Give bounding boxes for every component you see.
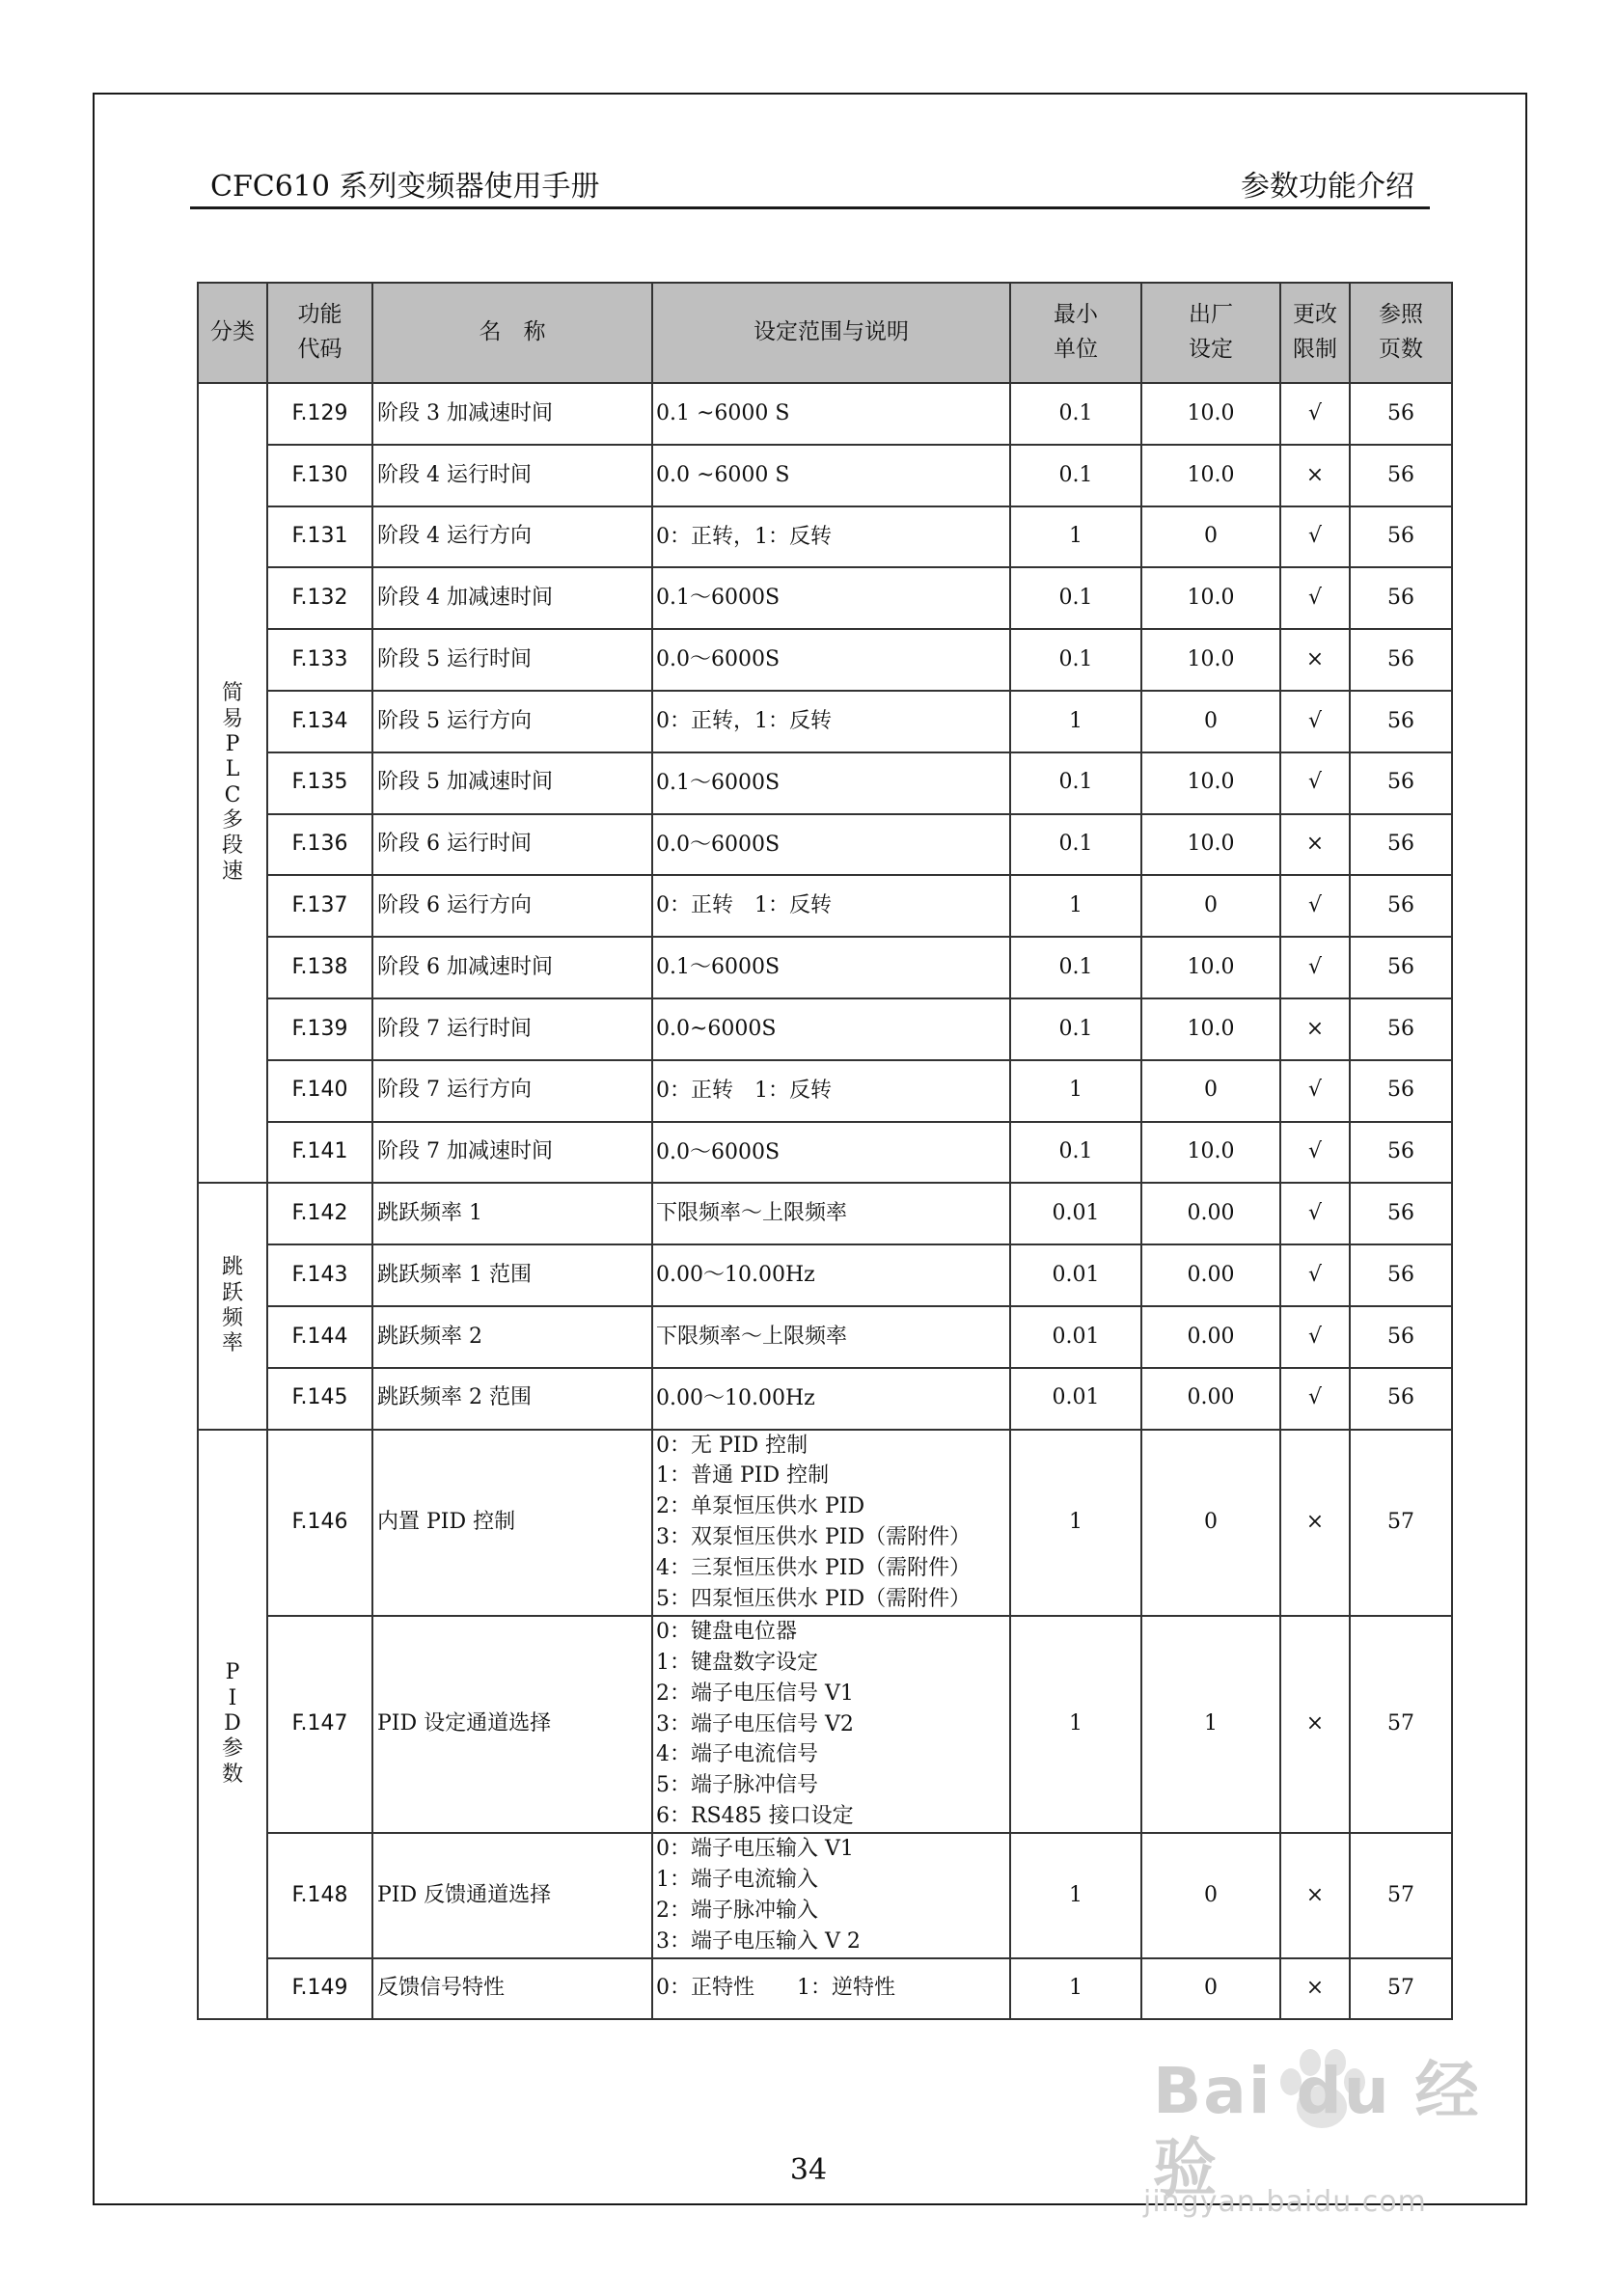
factory-default: 0.00 <box>1141 1368 1280 1430</box>
function-code: F.141 <box>267 1122 372 1184</box>
category-char: I <box>228 1685 237 1710</box>
param-name: 阶段 7 加减速时间 <box>372 1122 652 1184</box>
table-row <box>198 691 1452 752</box>
factory-default: 10.0 <box>1141 1122 1280 1184</box>
factory-default: 10.0 <box>1141 814 1280 876</box>
range-line: 2：端子脉冲输入 <box>656 1898 818 1923</box>
min-unit: 0.1 <box>1010 814 1141 876</box>
param-name: 跳跃频率 2 <box>372 1306 652 1368</box>
range-line: 3：端子电压信号 V2 <box>656 1711 854 1736</box>
change-limit: √ <box>1280 1060 1350 1122</box>
param-name: 阶段 7 运行时间 <box>372 998 652 1060</box>
table-row <box>198 567 1452 629</box>
range-line: 4：端子电流信号 <box>656 1742 818 1767</box>
table-row <box>198 506 1452 568</box>
factory-default: 0 <box>1141 1430 1280 1616</box>
table-header-row <box>198 283 1452 383</box>
table-row <box>198 1244 1452 1306</box>
range-description <box>652 1958 1010 2019</box>
reference-page: 56 <box>1350 998 1452 1060</box>
function-code: F.140 <box>267 1060 372 1122</box>
change-limit: × <box>1280 814 1350 876</box>
range-description <box>652 506 1010 568</box>
table-row <box>198 814 1452 876</box>
category-cell <box>198 383 267 1183</box>
category-char: L <box>225 757 240 782</box>
function-code: F.147 <box>267 1616 372 1833</box>
range-line: 1：普通 PID 控制 <box>656 1463 830 1489</box>
param-name: 阶段 6 加减速时间 <box>372 937 652 998</box>
range-line: 0.00～10.00Hz <box>656 1385 815 1410</box>
column-header-line: 页数 <box>1379 337 1423 362</box>
factory-default: 0.00 <box>1141 1306 1280 1368</box>
reference-page: 56 <box>1350 691 1452 752</box>
range-line: 0.0~6000S <box>656 1016 777 1041</box>
param-name: 阶段 4 加减速时间 <box>372 567 652 629</box>
range-description <box>652 1183 1010 1244</box>
category-char: 参 <box>221 1736 243 1762</box>
function-code: F.130 <box>267 445 372 506</box>
range-description <box>652 1833 1010 1958</box>
factory-default: 0 <box>1141 1958 1280 2019</box>
range-description <box>652 1368 1010 1430</box>
factory-default: 0 <box>1141 1833 1280 1958</box>
range-description <box>652 875 1010 937</box>
column-header-line: 分类 <box>210 319 255 345</box>
min-unit: 0.1 <box>1010 752 1141 814</box>
range-line: 2：单泵恒压供水 PID <box>656 1494 865 1519</box>
function-code: F.136 <box>267 814 372 876</box>
category-char: 易 <box>221 706 243 731</box>
param-name: 内置 PID 控制 <box>372 1430 652 1616</box>
change-limit: √ <box>1280 1183 1350 1244</box>
min-unit: 0.01 <box>1010 1183 1141 1244</box>
reference-page: 56 <box>1350 383 1452 445</box>
category-char: D <box>224 1710 241 1736</box>
change-limit: × <box>1280 1616 1350 1833</box>
range-line: 1：端子电流输入 <box>656 1868 818 1893</box>
factory-default: 1 <box>1141 1616 1280 1833</box>
param-name: 阶段 5 运行方向 <box>372 691 652 752</box>
change-limit: × <box>1280 629 1350 691</box>
table-row <box>198 1833 1452 1958</box>
reference-page: 56 <box>1350 1244 1452 1306</box>
factory-default: 0 <box>1141 506 1280 568</box>
min-unit: 0.1 <box>1010 1122 1141 1184</box>
range-description <box>652 445 1010 506</box>
range-line: 0：正转 1：反转 <box>656 893 832 918</box>
factory-default: 0.00 <box>1141 1244 1280 1306</box>
reference-page: 56 <box>1350 629 1452 691</box>
min-unit: 1 <box>1010 506 1141 568</box>
range-line: 0：正特性 1：逆特性 <box>656 1976 895 2001</box>
function-code: F.135 <box>267 752 372 814</box>
table-row <box>198 752 1452 814</box>
range-line: 6：RS485 接口设定 <box>656 1804 854 1829</box>
range-line: 5：端子脉冲信号 <box>656 1773 818 1798</box>
range-description <box>652 1616 1010 1833</box>
range-description <box>652 567 1010 629</box>
factory-default: 0.00 <box>1141 1183 1280 1244</box>
change-limit: √ <box>1280 691 1350 752</box>
range-description <box>652 937 1010 998</box>
range-line: 0.0～6000S <box>656 1139 781 1164</box>
range-line: 0.00～10.00Hz <box>656 1263 815 1288</box>
function-code: F.132 <box>267 567 372 629</box>
param-name: PID 设定通道选择 <box>372 1616 652 1833</box>
range-description <box>652 1060 1010 1122</box>
change-limit: √ <box>1280 937 1350 998</box>
page-number: 34 <box>789 2153 828 2187</box>
column-header <box>1010 283 1141 383</box>
category-char: 率 <box>221 1331 243 1356</box>
column-header <box>1280 283 1350 383</box>
category-char: 多 <box>221 808 243 834</box>
column-header-line: 代码 <box>297 337 343 362</box>
param-name: 反馈信号特性 <box>372 1958 652 2019</box>
watermark-url: jingyan.baidu.com <box>1143 2185 1427 2219</box>
min-unit: 1 <box>1010 1060 1141 1122</box>
param-name: 跳跃频率 1 范围 <box>372 1244 652 1306</box>
header-section-title: 参数功能介绍 <box>1241 170 1414 204</box>
range-line: 5：四泵恒压供水 PID（需附件） <box>656 1587 972 1611</box>
reference-page: 56 <box>1350 1122 1452 1184</box>
table-row <box>198 1368 1452 1430</box>
reference-page: 56 <box>1350 752 1452 814</box>
column-header <box>372 283 652 383</box>
range-line: 0：端子电压输入 V1 <box>656 1837 854 1862</box>
category-char: 段 <box>221 834 243 859</box>
min-unit: 0.01 <box>1010 1244 1141 1306</box>
reference-page: 56 <box>1350 567 1452 629</box>
factory-default: 10.0 <box>1141 937 1280 998</box>
range-line: 0：正转 1：反转 <box>656 1078 832 1103</box>
change-limit: × <box>1280 1958 1350 2019</box>
category-char: 简 <box>221 681 243 706</box>
function-code: F.137 <box>267 875 372 937</box>
table-body <box>198 383 1452 2019</box>
min-unit: 1 <box>1010 691 1141 752</box>
table-row <box>198 445 1452 506</box>
function-code: F.146 <box>267 1430 372 1616</box>
range-description <box>652 1122 1010 1184</box>
category-char: 速 <box>221 859 243 884</box>
param-name: 跳跃频率 1 <box>372 1183 652 1244</box>
table-row <box>198 629 1452 691</box>
range-line: 0：正转，1：反转 <box>656 708 832 733</box>
change-limit: √ <box>1280 1122 1350 1184</box>
range-line: 0.1 ~6000 S <box>656 400 790 425</box>
category-cell <box>198 1183 267 1429</box>
range-description <box>652 814 1010 876</box>
param-name: 阶段 5 运行时间 <box>372 629 652 691</box>
range-description <box>652 691 1010 752</box>
column-header <box>1141 283 1280 383</box>
range-line: 3：端子电压输入 V 2 <box>656 1928 861 1954</box>
param-name: 阶段 6 运行方向 <box>372 875 652 937</box>
change-limit: √ <box>1280 567 1350 629</box>
range-line: 0.1～6000S <box>656 770 781 795</box>
param-name: 阶段 7 运行方向 <box>372 1060 652 1122</box>
watermark-logo: Bai du 经验 <box>1153 2054 1481 2205</box>
range-line: 3：双泵恒压供水 PID（需附件） <box>656 1525 972 1550</box>
range-line: 下限频率～上限频率 <box>656 1324 848 1349</box>
reference-page: 57 <box>1350 1616 1452 1833</box>
table-row <box>198 1183 1452 1244</box>
category-char: 数 <box>221 1762 243 1787</box>
min-unit: 0.01 <box>1010 1368 1141 1430</box>
function-code: F.134 <box>267 691 372 752</box>
change-limit: √ <box>1280 383 1350 445</box>
range-line: 0.1～6000S <box>656 586 781 611</box>
factory-default: 10.0 <box>1141 998 1280 1060</box>
min-unit: 1 <box>1010 1958 1141 2019</box>
range-line: 下限频率～上限频率 <box>656 1201 848 1226</box>
min-unit: 1 <box>1010 1616 1141 1833</box>
factory-default: 0 <box>1141 691 1280 752</box>
min-unit: 0.1 <box>1010 629 1141 691</box>
function-code: F.131 <box>267 506 372 568</box>
param-name: 阶段 6 运行时间 <box>372 814 652 876</box>
header-manual-title: CFC610 系列变频器使用手册 <box>210 170 600 204</box>
range-description <box>652 998 1010 1060</box>
range-line: 0：正转，1：反转 <box>656 524 832 549</box>
category-char: P <box>225 731 240 756</box>
column-header <box>1350 283 1452 383</box>
function-code: F.148 <box>267 1833 372 1958</box>
column-header <box>198 283 267 383</box>
min-unit: 1 <box>1010 1833 1141 1958</box>
column-header <box>267 283 372 383</box>
column-header <box>652 283 1010 383</box>
category-char: P <box>225 1660 240 1685</box>
range-line: 0.1～6000S <box>656 955 781 980</box>
change-limit: √ <box>1280 875 1350 937</box>
min-unit: 0.01 <box>1010 1306 1141 1368</box>
function-code: F.144 <box>267 1306 372 1368</box>
function-code: F.149 <box>267 1958 372 2019</box>
change-limit: √ <box>1280 752 1350 814</box>
column-header-line: 参照 <box>1379 302 1423 328</box>
table-row <box>198 1430 1452 1616</box>
range-description <box>652 1244 1010 1306</box>
factory-default: 10.0 <box>1141 752 1280 814</box>
reference-page: 57 <box>1350 1430 1452 1616</box>
change-limit: × <box>1280 445 1350 506</box>
header-rule <box>190 206 1430 209</box>
category-char: 跳 <box>221 1255 243 1280</box>
category-char: C <box>224 782 241 807</box>
min-unit: 0.1 <box>1010 383 1141 445</box>
min-unit: 0.1 <box>1010 998 1141 1060</box>
range-description <box>652 383 1010 445</box>
table-row <box>198 1060 1452 1122</box>
function-code: F.139 <box>267 998 372 1060</box>
range-line: 4：三泵恒压供水 PID（需附件） <box>656 1556 972 1581</box>
factory-default: 0 <box>1141 1060 1280 1122</box>
range-line: 2：端子电压信号 V1 <box>656 1681 854 1706</box>
range-line: 0.0～6000S <box>656 832 781 857</box>
column-header-line: 最小 <box>1054 302 1098 328</box>
range-line: 0：键盘电位器 <box>656 1619 797 1644</box>
category-char: 频 <box>221 1305 243 1330</box>
column-header-line: 设定 <box>1189 337 1233 362</box>
range-description <box>652 1430 1010 1616</box>
table-row <box>198 1616 1452 1833</box>
function-code: F.133 <box>267 629 372 691</box>
column-header-line: 功能 <box>297 302 343 328</box>
column-header-line: 限制 <box>1293 337 1337 362</box>
table-row <box>198 937 1452 998</box>
column-header-line: 单位 <box>1054 337 1098 362</box>
param-name: PID 反馈通道选择 <box>372 1833 652 1958</box>
reference-page: 56 <box>1350 1183 1452 1244</box>
function-code: F.142 <box>267 1183 372 1244</box>
param-name: 阶段 4 运行时间 <box>372 445 652 506</box>
function-code: F.145 <box>267 1368 372 1430</box>
min-unit: 1 <box>1010 875 1141 937</box>
table-row <box>198 383 1452 445</box>
table-row <box>198 1122 1452 1184</box>
reference-page: 57 <box>1350 1833 1452 1958</box>
change-limit: √ <box>1280 506 1350 568</box>
table-row <box>198 1306 1452 1368</box>
factory-default: 0 <box>1141 875 1280 937</box>
range-description <box>652 752 1010 814</box>
min-unit: 0.1 <box>1010 445 1141 506</box>
range-line: 0.0 ~6000 S <box>656 462 790 487</box>
factory-default: 10.0 <box>1141 383 1280 445</box>
min-unit: 0.1 <box>1010 937 1141 998</box>
range-description <box>652 629 1010 691</box>
change-limit: √ <box>1280 1368 1350 1430</box>
factory-default: 10.0 <box>1141 445 1280 506</box>
reference-page: 56 <box>1350 1306 1452 1368</box>
param-name: 跳跃频率 2 范围 <box>372 1368 652 1430</box>
factory-default: 10.0 <box>1141 567 1280 629</box>
param-name: 阶段 4 运行方向 <box>372 506 652 568</box>
column-header-line: 更改 <box>1293 302 1337 328</box>
function-code: F.129 <box>267 383 372 445</box>
table-row <box>198 875 1452 937</box>
parameter-table <box>197 282 1453 2020</box>
table-row <box>198 998 1452 1060</box>
change-limit: √ <box>1280 1244 1350 1306</box>
reference-page: 56 <box>1350 1060 1452 1122</box>
column-header-line: 设定范围与说明 <box>754 319 909 345</box>
reference-page: 57 <box>1350 1958 1452 2019</box>
column-header-line: 名 称 <box>479 319 546 345</box>
range-description <box>652 1306 1010 1368</box>
range-line: 0：无 PID 控制 <box>656 1433 808 1458</box>
function-code: F.138 <box>267 937 372 998</box>
min-unit: 1 <box>1010 1430 1141 1616</box>
reference-page: 56 <box>1350 506 1452 568</box>
column-header-line: 出厂 <box>1189 302 1233 328</box>
reference-page: 56 <box>1350 937 1452 998</box>
change-limit: × <box>1280 1430 1350 1616</box>
param-name: 阶段 3 加减速时间 <box>372 383 652 445</box>
reference-page: 56 <box>1350 875 1452 937</box>
range-line: 1：键盘数字设定 <box>656 1650 818 1675</box>
category-cell <box>198 1430 267 2019</box>
reference-page: 56 <box>1350 445 1452 506</box>
function-code: F.143 <box>267 1244 372 1306</box>
change-limit: × <box>1280 998 1350 1060</box>
reference-page: 56 <box>1350 814 1452 876</box>
reference-page: 56 <box>1350 1368 1452 1430</box>
min-unit: 0.1 <box>1010 567 1141 629</box>
category-char: 跃 <box>221 1280 243 1305</box>
table-row <box>198 1958 1452 2019</box>
param-name: 阶段 5 加减速时间 <box>372 752 652 814</box>
range-line: 0.0～6000S <box>656 647 781 672</box>
change-limit: × <box>1280 1833 1350 1958</box>
factory-default: 10.0 <box>1141 629 1280 691</box>
change-limit: √ <box>1280 1306 1350 1368</box>
